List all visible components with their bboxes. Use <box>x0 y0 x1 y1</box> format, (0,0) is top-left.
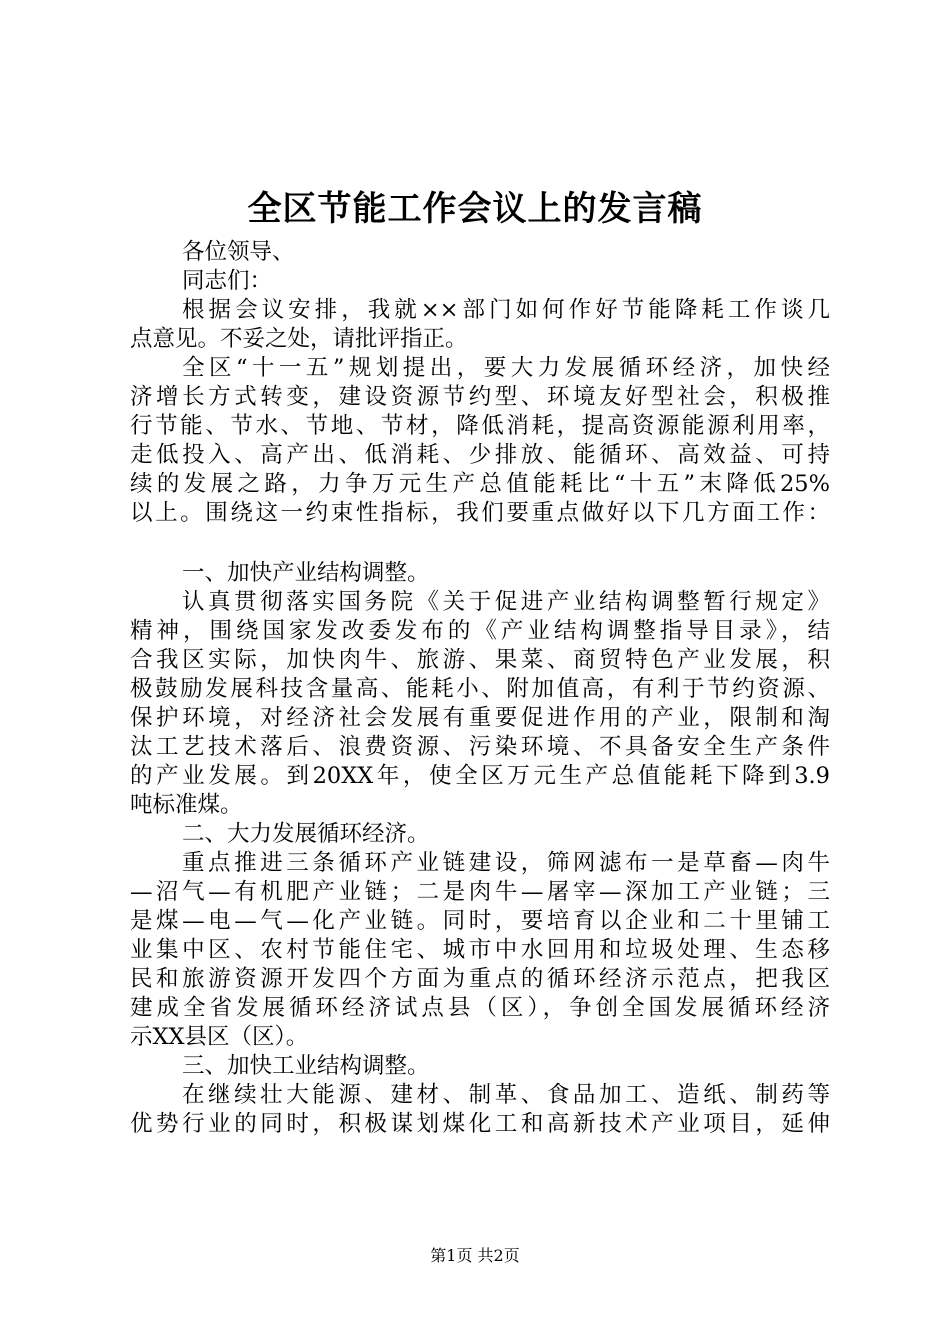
section-heading: 三、加快工业结构调整。 <box>182 1053 430 1079</box>
text-line: 示XX县区（区）。 <box>130 1024 309 1050</box>
text-line: 业集中区、农村节能住宅、城市中水回用和垃圾处理、生态移 <box>130 937 830 963</box>
text-line: 全区“十一五”规划提出，要大力发展循环经济，加快经 <box>182 355 830 381</box>
text-line: 极鼓励发展科技含量高、能耗小、附加值高，有利于节约资源、 <box>130 676 830 702</box>
paragraph-gap <box>130 528 830 559</box>
text-line: 以上。围绕这一约束性指标，我们要重点做好以下几方面工作： <box>130 500 830 526</box>
text-line: 保护环境，对经济社会发展有重要促进作用的产业，限制和淘 <box>130 705 830 731</box>
document-body <box>130 238 830 1139</box>
section-heading: 二、大力发展循环经济。 <box>182 821 430 847</box>
text-line: 优势行业的同时，积极谋划煤化工和高新技术产业项目，延伸 <box>130 1111 830 1137</box>
text-line: —沼气—有机肥产业链；二是肉牛—屠宰—深加工产业链；三 <box>130 879 830 905</box>
page-footer: 第1页 共2页 <box>430 1246 520 1265</box>
text-line: 续的发展之路，力争万元生产总值能耗比“十五”末降低25% <box>130 471 830 497</box>
section-heading: 一、加快产业结构调整。 <box>182 560 430 586</box>
salutation-line: 各位领导、 <box>182 239 295 265</box>
text-line: 合我区实际，加快肉牛、旅游、果菜、商贸特色产业发展，积 <box>130 647 830 673</box>
text-line: 点意见。不妥之处，请批评指正。 <box>130 326 468 352</box>
text-line: 是煤—电—气—化产业链。同时，要培育以企业和二十里铺工 <box>130 908 830 934</box>
text-line: 吨标准煤。 <box>130 792 243 818</box>
text-line: 的产业发展。到20XX年，使全区万元生产总值能耗下降到3.9 <box>130 763 830 789</box>
text-line: 民和旅游资源开发四个方面为重点的循环经济示范点，把我区 <box>130 966 830 992</box>
text-line: 汰工艺技术落后、浪费资源、污染环境、不具备安全生产条件 <box>130 734 830 760</box>
text-line: 建成全省发展循环经济试点县（区），争创全国发展循环经济 <box>130 995 830 1021</box>
text-line: 认真贯彻落实国务院《关于促进产业结构调整暂行规定》 <box>182 589 830 615</box>
text-line: 精神，围绕国家发改委发布的《产业结构调整指导目录》，结 <box>130 618 830 644</box>
text-line: 根据会议安排，我就××部门如何作好节能降耗工作谈几 <box>182 297 830 323</box>
text-line: 行节能、节水、节地、节材，降低消耗，提高资源能源利用率， <box>130 413 830 439</box>
text-line: 在继续壮大能源、建材、制革、食品加工、造纸、制药等 <box>182 1082 830 1108</box>
text-line: 重点推进三条循环产业链建设，筛网滤布一是草畜—肉牛 <box>182 850 830 876</box>
salutation-line: 同志们： <box>182 268 273 294</box>
text-line: 走低投入、高产出、低消耗、少排放、能循环、高效益、可持 <box>130 442 830 468</box>
text-line: 济增长方式转变，建设资源节约型、环境友好型社会，积极推 <box>130 384 830 410</box>
document-title: 全区节能工作会议上的发言稿 <box>247 189 703 229</box>
